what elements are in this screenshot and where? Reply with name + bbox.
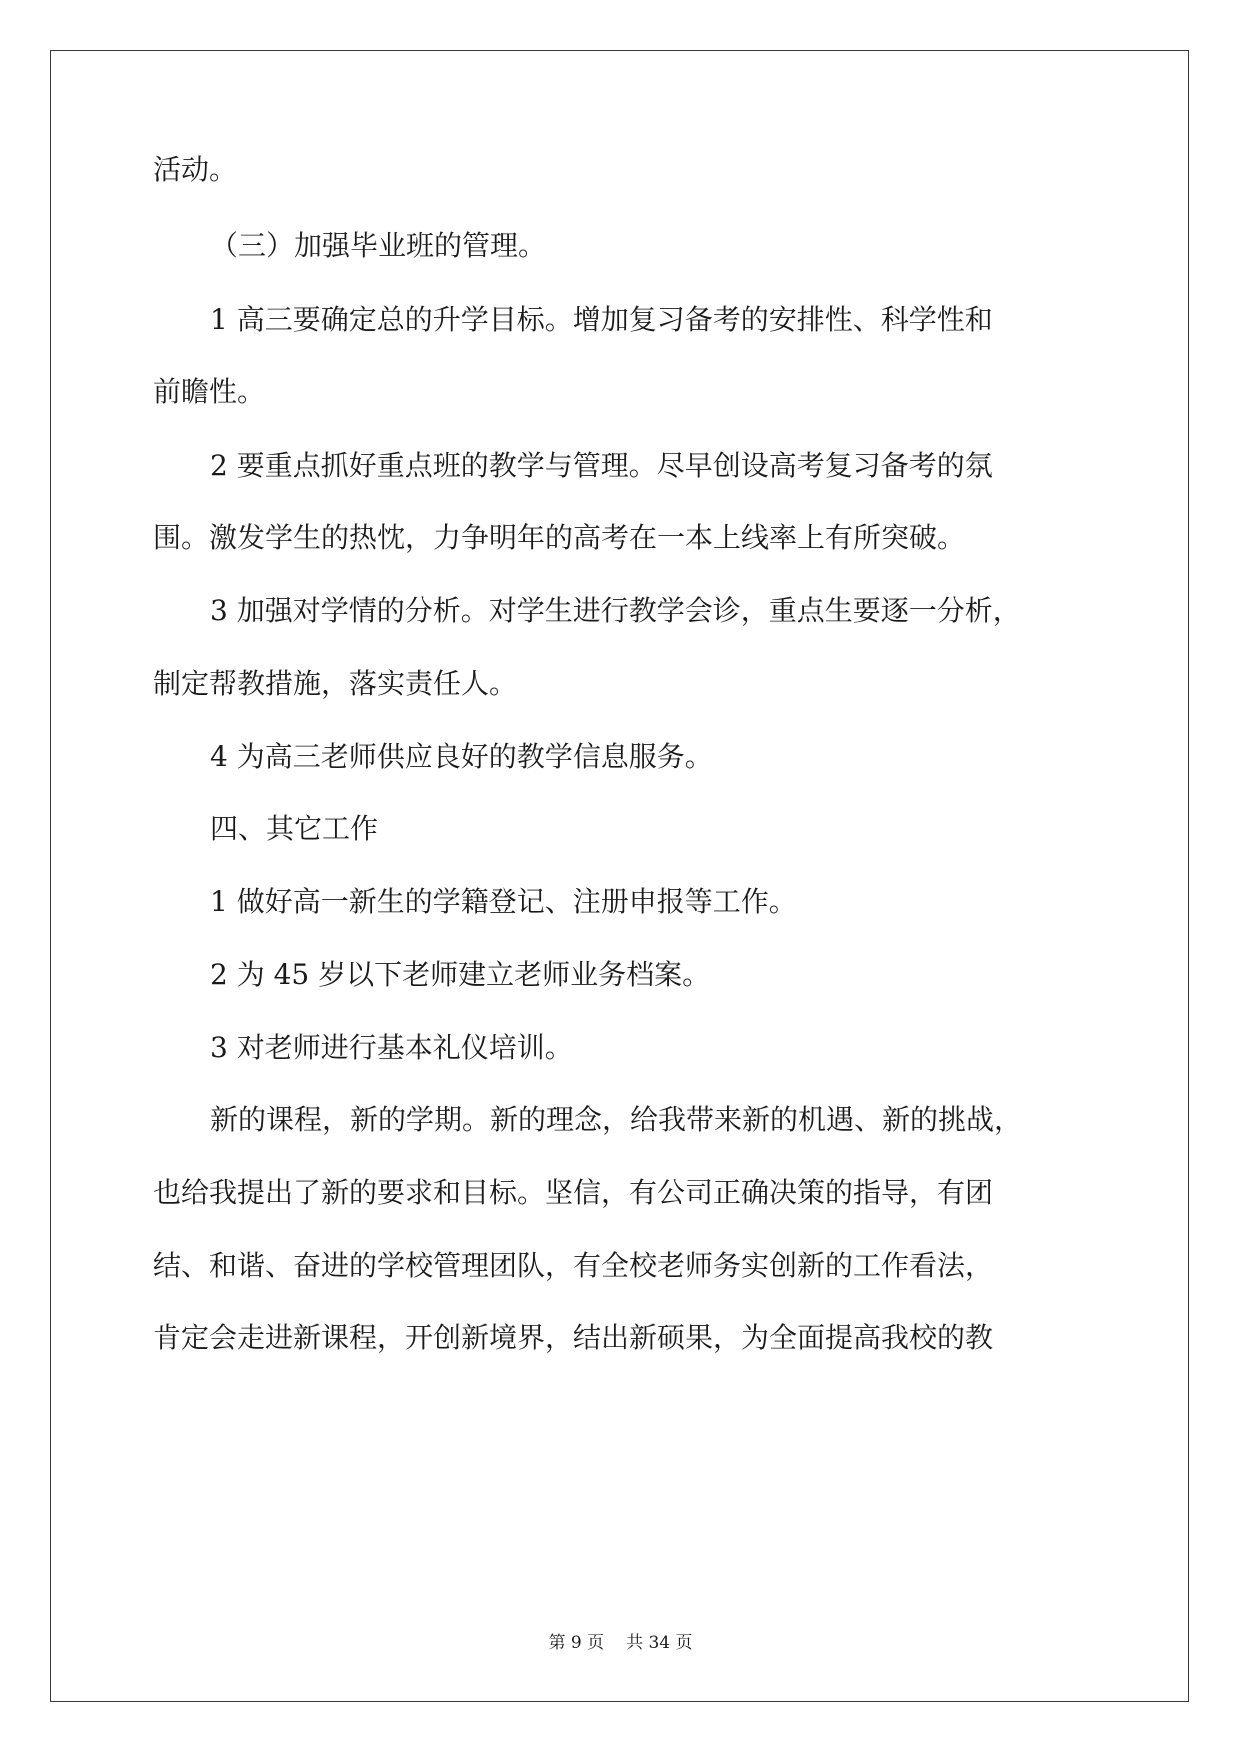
text-line: 2 要重点抓好重点班的教学与管理。尽早创设高考复习备考的氛: [210, 449, 993, 482]
text-line: 新的课程，新的学期。新的理念，给我带来新的机遇、新的挑战，: [210, 1103, 1023, 1136]
text-line: 围。激发学生的热忱，力争明年的高考在一本上线率上有所突破。: [153, 521, 966, 554]
text-line: 3 加强对学情的分析。对学生进行教学会诊，重点生要逐一分析，: [210, 594, 1021, 627]
text-line: 前瞻性。: [153, 375, 266, 408]
text-line: 4 为高三老师供应良好的教学信息服务。: [210, 740, 713, 773]
text-line: 1 做好高一新生的学籍登记、注册申报等工作。: [210, 885, 797, 918]
page-border: [50, 50, 1189, 1702]
text-line: 肯定会走进新课程，开创新境界，结出新硕果，为全面提高我校的教: [153, 1321, 994, 1354]
text-line: 结、和谐、奋进的学校管理团队，有全校老师务实创新的工作看法，: [153, 1249, 994, 1282]
text-line: 活动。: [153, 153, 238, 186]
total-pages: 共 34 页: [626, 1633, 693, 1653]
section-heading: 四、其它工作: [210, 812, 379, 845]
text-line: 也给我提出了新的要求和目标。坚信，有公司正确决策的指导，有团: [153, 1176, 994, 1209]
text-line: 3 对老师进行基本礼仪培训。: [210, 1031, 573, 1064]
text-line: 2 为 45 岁以下老师建立老师业务档案。: [210, 958, 711, 991]
text-line: 制定帮教措施，落实责任人。: [153, 667, 518, 700]
page-footer: [0, 1628, 1241, 1653]
page-number: 第 9 页: [548, 1633, 605, 1653]
text-line: 1 高三要确定总的升学目标。增加复习备考的安排性、科学性和: [210, 303, 993, 336]
section-heading: （三）加强毕业班的管理。: [210, 229, 547, 262]
